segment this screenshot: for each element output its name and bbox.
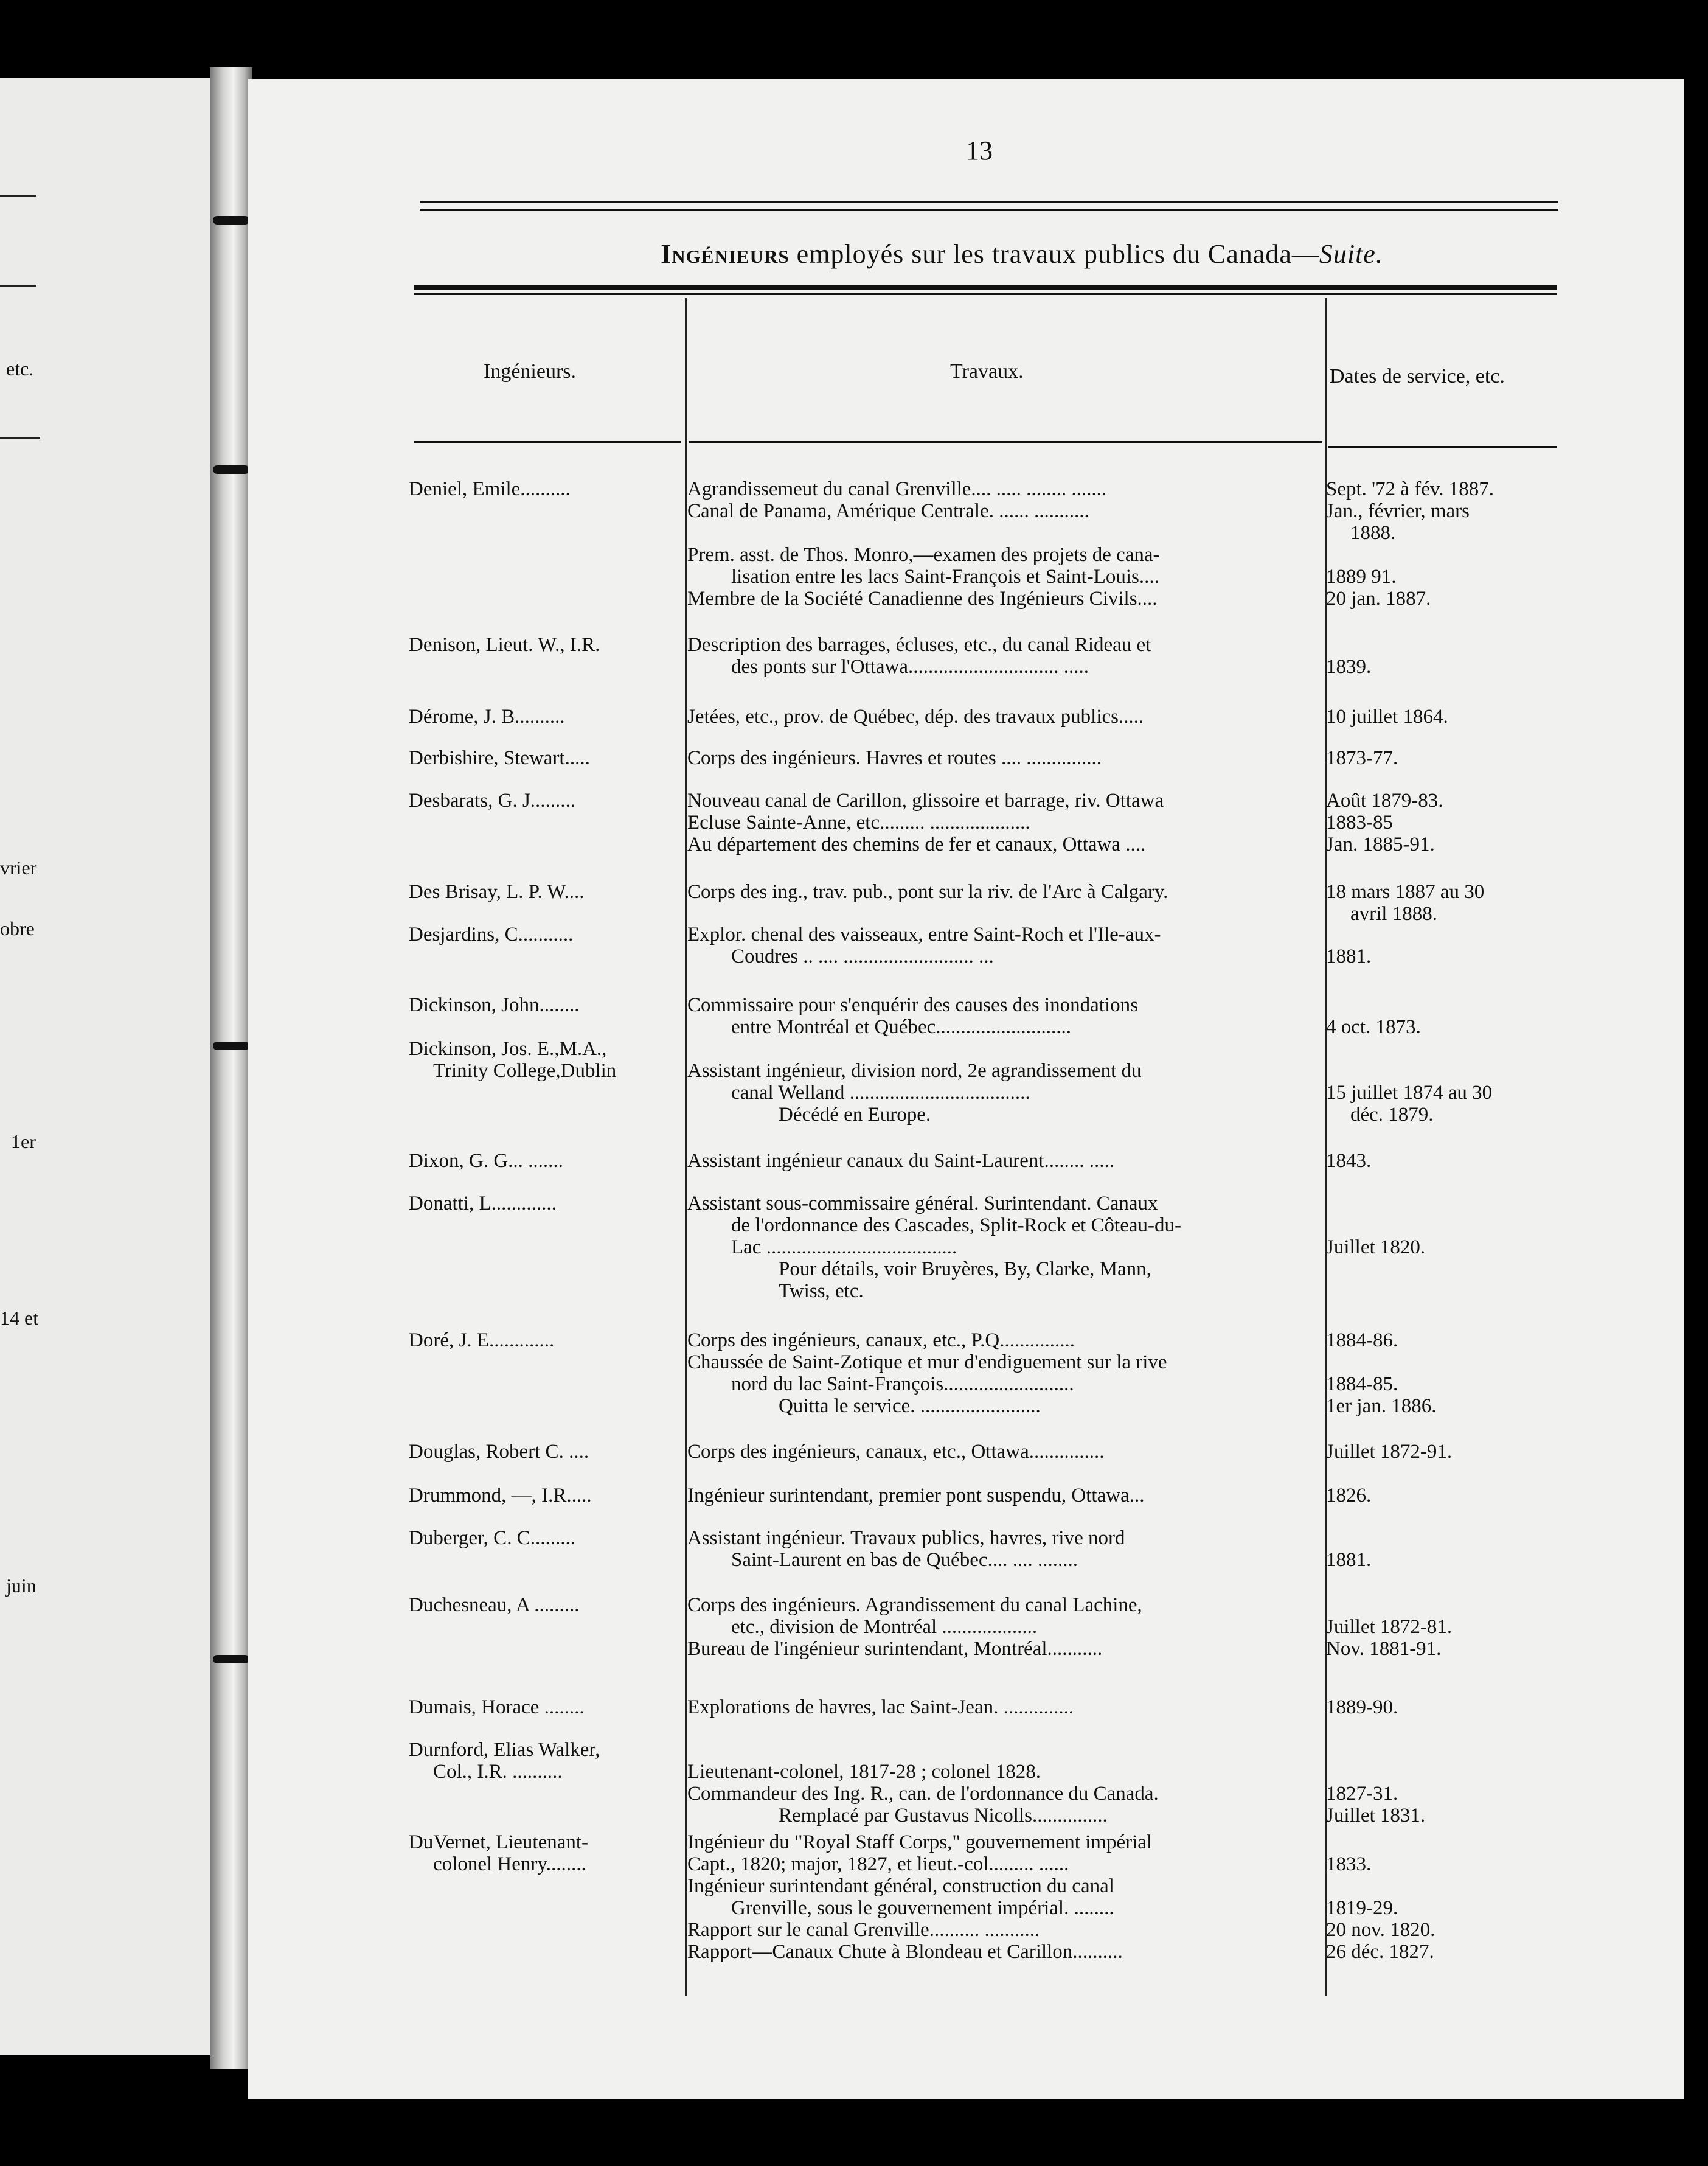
works-line: Jetées, etc., prov. de Québec, dép. des travaux publics.....: [687, 706, 1144, 728]
column-header-engineers: Ingénieurs.: [484, 360, 577, 383]
service-date-line: 4 oct. 1873.: [1326, 1016, 1421, 1038]
service-date-line: [1326, 994, 1557, 1016]
works-line: Rapport sur le canal Grenville.......... ...........: [687, 1919, 1040, 1941]
service-dates: [1326, 790, 1557, 855]
engineer-name-line: Derbishire, Stewart.....: [409, 747, 590, 769]
engineer-name: [409, 1739, 679, 1783]
works-line: Assistant ingénieur. Travaux publics, havres, rive nord: [687, 1527, 1125, 1549]
service-dates: [1326, 1831, 1557, 1963]
service-date-line: 1873-77.: [1326, 747, 1398, 769]
service-dates: [1326, 1739, 1557, 1826]
works-line: Twiss, etc.: [779, 1280, 864, 1302]
works-line: de l'ordonnance des Cascades, Split-Rock et Côteau-du-: [731, 1214, 1181, 1236]
works-line: Commandeur des Ing. R., can. de l'ordonnance du Canada.: [687, 1783, 1159, 1805]
works-line: Grenville, sous le gouvernement impérial. ........: [731, 1897, 1114, 1919]
service-date-line: Juillet 1872-81.: [1326, 1616, 1453, 1638]
service-dates: [1326, 1150, 1557, 1172]
engineer-name-line: Dérome, J. B..........: [409, 706, 565, 728]
engineer-name-line: Desbarats, G. J.........: [409, 790, 576, 812]
page-title: [414, 239, 1630, 270]
service-date-line: 26 déc. 1827.: [1326, 1941, 1434, 1963]
top-rule: [420, 209, 1558, 211]
header-rule: [414, 441, 681, 443]
service-date-line: 1881.: [1326, 945, 1372, 967]
binding-stitch: [213, 1655, 249, 1663]
service-date-line: 1881.: [1326, 1549, 1372, 1571]
works-description: [687, 478, 1320, 610]
service-date-line: 1888.: [1350, 522, 1396, 544]
works-description: [687, 1193, 1320, 1302]
service-date-line: [1326, 1594, 1557, 1616]
left-fragment-text: etc.: [6, 358, 34, 380]
works-description: [687, 1739, 1320, 1826]
book-gutter: [210, 67, 252, 2069]
works-description: [687, 881, 1320, 903]
service-date-line: Jan. 1885-91.: [1326, 834, 1435, 855]
works-line: Corps des ingénieurs, canaux, etc., Ottawa...............: [687, 1441, 1105, 1463]
engineer-name-line: Doré, J. E.............: [409, 1329, 555, 1351]
service-date-line: [1326, 1038, 1557, 1060]
left-rule: [0, 285, 36, 287]
service-dates: [1326, 1696, 1557, 1718]
works-line: Décédé en Europe.: [779, 1104, 931, 1126]
service-dates: [1326, 1193, 1557, 1302]
engineer-name: [409, 1329, 679, 1351]
works-description: [687, 1831, 1320, 1963]
works-line: Assistant ingénieur canaux du Saint-Laurent........ .....: [687, 1150, 1115, 1172]
works-description: [687, 1527, 1320, 1571]
service-date-line: 1884-85.: [1326, 1373, 1398, 1395]
engineer-name: [409, 924, 679, 945]
service-date-line: 1889 91.: [1326, 566, 1397, 588]
binding-stitch: [213, 465, 249, 474]
engineer-name: [409, 1441, 679, 1463]
engineer-name-line: Dixon, G. G... .......: [409, 1150, 563, 1172]
title-italic: Suite.: [1319, 239, 1383, 269]
left-fragment-text: obre: [0, 918, 35, 939]
column-header-dates: Dates de service, etc.: [1330, 365, 1505, 388]
engineer-name: [409, 706, 679, 728]
works-description: [687, 994, 1320, 1038]
column-header-works: Travaux.: [950, 360, 1024, 383]
top-rule: [420, 201, 1558, 203]
works-description: [687, 1038, 1320, 1126]
engineer-name-line: Deniel, Emile..........: [409, 478, 571, 500]
works-line: Nouveau canal de Carillon, glissoire et barrage, riv. Ottawa: [687, 790, 1164, 812]
service-dates: [1326, 1038, 1557, 1126]
engineer-name: [409, 1831, 679, 1875]
binding-stitch: [213, 216, 249, 225]
engineer-name-line: Trinity College,Dublin: [433, 1060, 617, 1082]
left-fragment-text: 1er: [11, 1130, 36, 1152]
works-line: Corps des ingénieurs. Agrandissement du canal Lachine,: [687, 1594, 1142, 1616]
engineer-name-line: DuVernet, Lieutenant-: [409, 1831, 589, 1853]
works-line: Explor. chenal des vaisseaux, entre Saint-Roch et l'Ile-aux-: [687, 924, 1161, 945]
works-line: Corps des ingénieurs, canaux, etc., P.Q...............: [687, 1329, 1075, 1351]
left-rule: [0, 195, 36, 197]
service-dates: [1326, 1527, 1557, 1571]
service-date-line: 1er jan. 1886.: [1326, 1395, 1437, 1417]
service-date-line: 10 juillet 1864.: [1326, 706, 1448, 728]
works-line: Bureau de l'ingénieur surintendant, Montréal...........: [687, 1638, 1103, 1660]
works-description: [687, 1329, 1320, 1417]
works-line: Ingénieur du "Royal Staff Corps," gouvernement impérial: [687, 1831, 1153, 1853]
service-date-line: Jan., février, mars: [1326, 500, 1470, 522]
works-description: [687, 790, 1320, 855]
service-dates: [1326, 924, 1557, 967]
engineer-name-line: Durnford, Elias Walker,: [409, 1739, 600, 1761]
service-date-line: 1883-85: [1326, 812, 1393, 834]
service-date-line: Juillet 1872-91.: [1326, 1441, 1453, 1463]
works-line: Chaussée de Saint-Zotique et mur d'endiguement sur la rive: [687, 1351, 1167, 1373]
works-line: Agrandissemeut du canal Grenville.... ..... ........ .......: [687, 478, 1107, 500]
engineer-name-line: colonel Henry........: [433, 1853, 586, 1875]
works-description: [687, 924, 1320, 967]
service-date-line: Nov. 1881-91.: [1326, 1638, 1442, 1660]
works-line: Saint-Laurent en bas de Québec.... .... ........: [731, 1549, 1078, 1571]
service-date-line: 1884-86.: [1326, 1329, 1398, 1351]
works-line: Canal de Panama, Amérique Centrale. ...... ...........: [687, 500, 1089, 522]
service-date-line: Sept. '72 à fév. 1887.: [1326, 478, 1494, 500]
works-line: Corps des ingénieurs. Havres et routes .... ...............: [687, 747, 1102, 769]
engineer-name: [409, 1193, 679, 1214]
service-date-line: déc. 1879.: [1350, 1104, 1434, 1126]
service-dates: [1326, 1594, 1557, 1660]
service-date-line: [1326, 1060, 1557, 1082]
service-date-line: [1326, 634, 1557, 656]
service-date-line: 1833.: [1326, 1853, 1372, 1875]
service-date-line: 1843.: [1326, 1150, 1372, 1172]
service-date-line: [1326, 1831, 1557, 1853]
service-date-line: 1827-31.: [1326, 1783, 1398, 1805]
service-date-line: 1889-90.: [1326, 1696, 1398, 1718]
engineer-name-line: Duchesneau, A .........: [409, 1594, 580, 1616]
engineer-name-line: Dickinson, Jos. E.,M.A.,: [409, 1038, 607, 1060]
works-line: Membre de la Société Canadienne des Ingénieurs Civils....: [687, 588, 1158, 610]
works-line: Explorations de havres, lac Saint-Jean. ..............: [687, 1696, 1074, 1718]
engineer-name: [409, 1038, 679, 1082]
engineer-name: [409, 1485, 679, 1506]
service-date-line: Août 1879-83.: [1326, 790, 1443, 812]
service-date-line: Juillet 1820.: [1326, 1236, 1426, 1258]
works-line: [687, 1038, 1320, 1060]
left-page-fragment: [0, 78, 224, 2055]
engineer-name: [409, 790, 679, 812]
works-line: Lieutenant-colonel, 1817-28 ; colonel 1828.: [687, 1761, 1041, 1783]
service-date-line: 15 juillet 1874 au 30: [1326, 1082, 1493, 1104]
engineer-name: [409, 634, 679, 656]
service-date-line: [1326, 1214, 1557, 1236]
works-line: Rapport—Canaux Chute à Blondeau et Carillon..........: [687, 1941, 1123, 1963]
service-dates: [1326, 706, 1557, 728]
service-date-line: 1826.: [1326, 1485, 1372, 1506]
engineer-name: [409, 747, 679, 769]
service-date-line: [1326, 1527, 1557, 1549]
works-line: [687, 1739, 1320, 1761]
service-date-line: [1326, 1761, 1557, 1783]
service-dates: [1326, 1329, 1557, 1417]
service-date-line: [1326, 1875, 1557, 1897]
left-fragment-text: 14 et: [0, 1307, 39, 1329]
service-date-line: 20 nov. 1820.: [1326, 1919, 1435, 1941]
service-dates: [1326, 747, 1557, 769]
service-date-line: [1326, 1280, 1557, 1302]
service-date-line: [1326, 924, 1557, 945]
works-line: Assistant sous-commissaire général. Surintendant. Canaux: [687, 1193, 1158, 1214]
service-date-line: avril 1888.: [1350, 903, 1437, 925]
works-description: [687, 634, 1320, 678]
page-number: 13: [966, 136, 993, 165]
works-line: etc., division de Montréal ...................: [731, 1616, 1038, 1638]
service-date-line: 1819-29.: [1326, 1897, 1398, 1919]
engineer-name-line: Desjardins, C...........: [409, 924, 574, 945]
service-date-line: 18 mars 1887 au 30: [1326, 881, 1485, 903]
service-dates: [1326, 478, 1557, 610]
works-line: canal Welland ....................................: [731, 1082, 1030, 1104]
engineer-name: [409, 1527, 679, 1549]
works-description: [687, 1441, 1320, 1463]
title-rule: [414, 285, 1557, 290]
engineer-name: [409, 994, 679, 1016]
engineer-name-line: Des Brisay, L. P. W....: [409, 881, 585, 903]
engineer-name-line: Douglas, Robert C. ....: [409, 1441, 589, 1463]
left-fragment-text: juin: [6, 1575, 36, 1597]
service-date-line: [1326, 1351, 1557, 1373]
works-line: Prem. asst. de Thos. Monro,—examen des projets de cana-: [687, 544, 1160, 566]
title-rule: [414, 293, 1557, 295]
works-description: [687, 1150, 1320, 1172]
binding-stitch: [213, 1042, 249, 1050]
engineer-name: [409, 1594, 679, 1616]
engineer-name-line: Duberger, C. C.........: [409, 1527, 575, 1549]
engineer-name-line: Drummond, —, I.R.....: [409, 1485, 592, 1506]
service-date-line: [1326, 1258, 1557, 1280]
column-divider: [685, 298, 687, 1996]
works-description: [687, 1696, 1320, 1718]
works-line: Ecluse Sainte-Anne, etc......... ....................: [687, 812, 1030, 834]
works-line: Commissaire pour s'enquérir des causes des inondations: [687, 994, 1138, 1016]
works-description: [687, 1485, 1320, 1506]
engineer-name-line: Denison, Lieut. W., I.R.: [409, 634, 600, 656]
service-dates: [1326, 1485, 1557, 1506]
service-date-line: [1326, 1193, 1557, 1214]
title-main: employés sur les travaux publics du Canada—: [789, 239, 1319, 269]
works-line: Ingénieur surintendant, premier pont suspendu, Ottawa...: [687, 1485, 1145, 1506]
service-dates: [1326, 881, 1557, 925]
service-dates: [1326, 994, 1557, 1038]
engineer-name: [409, 881, 679, 903]
works-description: [687, 706, 1320, 728]
works-line: lisation entre les lacs Saint-François et Saint-Louis....: [731, 566, 1159, 588]
works-description: [687, 1594, 1320, 1660]
works-line: Assistant ingénieur, division nord, 2e agrandissement du: [687, 1060, 1142, 1082]
engineer-name: [409, 1150, 679, 1172]
works-line: Lac ......................................: [731, 1236, 957, 1258]
engineer-name: [409, 1696, 679, 1718]
works-line: Corps des ing., trav. pub., pont sur la riv. de l'Arc à Calgary.: [687, 881, 1168, 903]
works-line: Pour détails, voir Bruyères, By, Clarke, Mann,: [779, 1258, 1151, 1280]
works-line: Capt., 1820; major, 1827, et lieut.-col......... ......: [687, 1853, 1069, 1875]
works-line: [687, 522, 1320, 544]
works-line: Remplacé par Gustavus Nicolls...............: [779, 1805, 1108, 1826]
works-line: nord du lac Saint-François..........................: [731, 1373, 1074, 1395]
service-dates: [1326, 1441, 1557, 1463]
works-line: Au département des chemins de fer et canaux, Ottawa ....: [687, 834, 1146, 855]
works-line: des ponts sur l'Ottawa.............................. .....: [731, 656, 1089, 678]
engineer-name: [409, 478, 679, 500]
works-line: Coudres .. .... .......................... ...: [731, 945, 994, 967]
title-small-caps: Ingénieurs: [661, 239, 790, 269]
service-date-line: [1326, 544, 1557, 566]
service-date-line: Juillet 1831.: [1326, 1805, 1426, 1826]
left-rule: [0, 437, 40, 439]
works-description: [687, 747, 1320, 769]
engineer-name-line: Col., I.R. ..........: [433, 1761, 563, 1783]
engineer-name-line: Donatti, L.............: [409, 1193, 557, 1214]
service-date-line: [1326, 1739, 1557, 1761]
header-rule: [1328, 446, 1557, 448]
left-fragment-text: vrier: [0, 857, 37, 879]
works-line: Ingénieur surintendant général, construction du canal: [687, 1875, 1114, 1897]
engineer-name-line: Dumais, Horace ........: [409, 1696, 585, 1718]
works-line: entre Montréal et Québec...........................: [731, 1016, 1072, 1038]
service-date-line: 1839.: [1326, 656, 1372, 678]
header-rule: [689, 441, 1322, 443]
service-date-line: 20 jan. 1887.: [1326, 588, 1431, 610]
works-line: Quitta le service. ........................: [779, 1395, 1041, 1417]
service-dates: [1326, 634, 1557, 678]
engineer-name-line: Dickinson, John........: [409, 994, 580, 1016]
works-line: Description des barrages, écluses, etc., du canal Rideau et: [687, 634, 1151, 656]
